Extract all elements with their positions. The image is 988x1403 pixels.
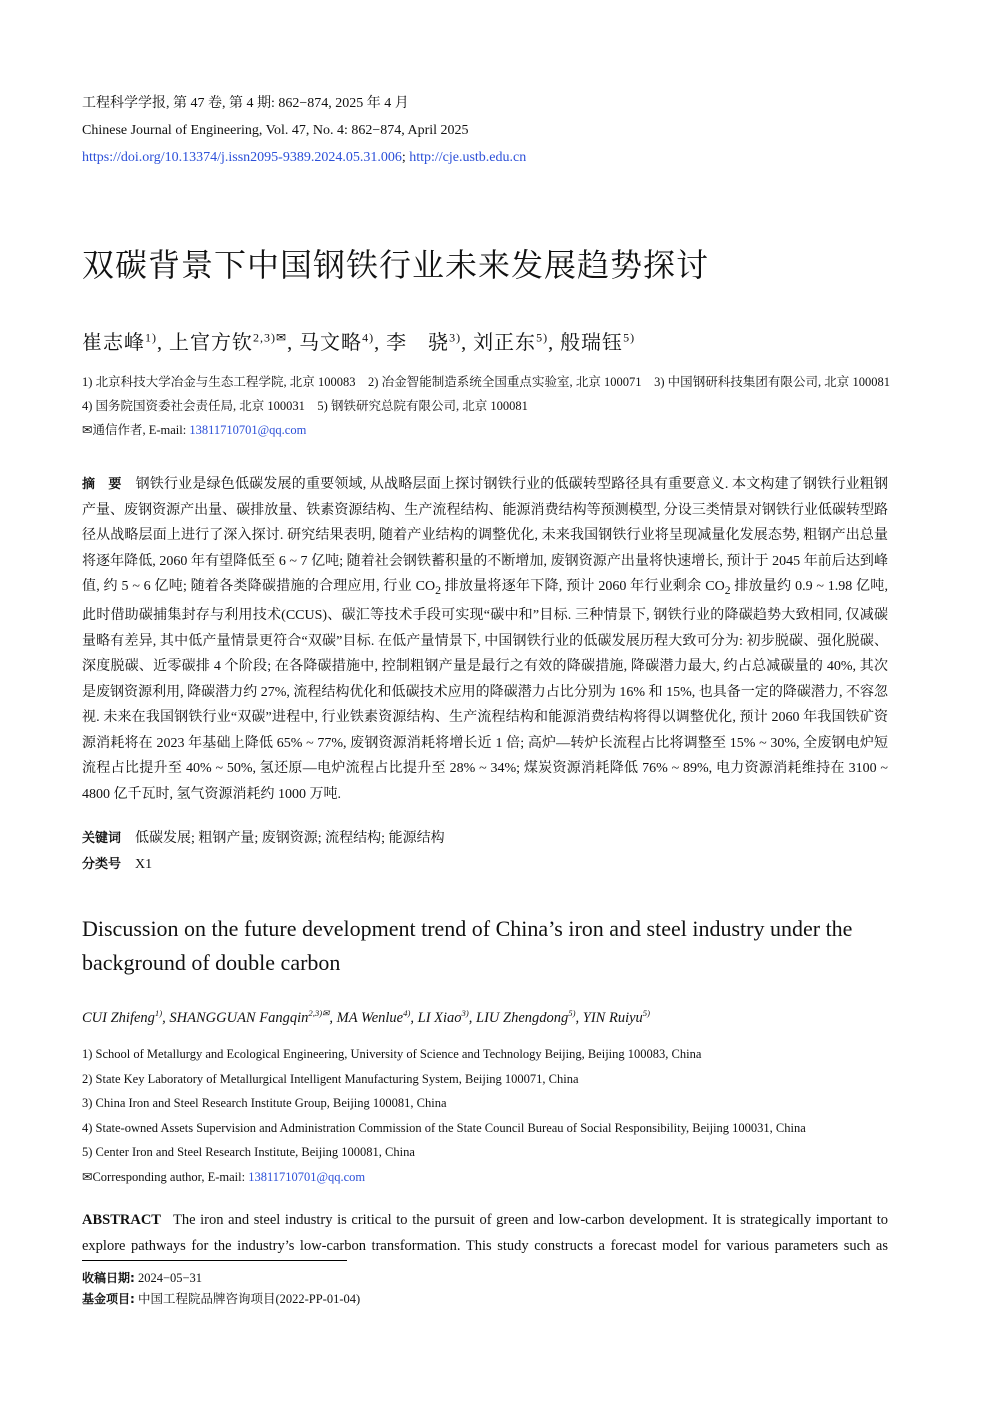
cn-abstract: 摘 要 钢铁行业是绿色低碳发展的重要领域, 从战略层面上探讨钢铁行业的低碳转型路径具有重要意义. 本文构建了钢铁行业粗钢产量、废钢资源产出量、碳排放量、铁素资源结构、生产流程结构、能源消费结构等预测模型, 分设三类情景对钢铁行业低碳转型路径从战略层面上进行了深入探讨. 研究结果表明, 随着产业结构的调整优化, 未来我国钢铁行业将呈现减量化发展态势, 粗钢产出总量将逐年降低, 2060 年有望降低至 6 ~ 7 亿吨; 随着社会钢铁蓄积量的不断增加, 废钢资源产出量将快速增长, 预计于 2045 年前后达到峰值, 约 5 ~ 6 亿吨; 随着各类降碳措施的合理应用, 行业 $CO_2$ 排放量将逐年下降, 预计 2060 年行业剩余 $CO_2$ 排放量约 0.9 ~ 1.98 亿吨, 此时借助碳捕集封存与利用技术(CCUS)、碳汇等技术手段可实现“碳中和”目标. 三种情景下, 钢铁行业的降碳趋势大致相同, 仅减碳量略有差异, 其中低产量情景更符合“双碳”目标. 在低产量情景下, 中国钢铁行业的低碳发展历程大致可分为: 初步脱碳、强化脱碳、深度脱碳、近零碳排 4 个阶段; 在各降碳措施中, 控制粗钢产量是最行之有效的降碳措施, 降碳潜力最大, 约占总减碳量的 40%, 其次是废钢资源利用, 降碳潜力约 27%, 流程结构优化和低碳技术应用的降碳潜力占比分别为 16% 和 15%, 也具备一定的降碳潜力, 不容忽视. 未来在我国钢铁行业“双碳”进程中, 行业铁素资源结构、生产流程结构和能源消费结构将得以调整优化, 预计 2060 年我国铁矿资源消耗将在 2023 年基础上降低 65% ~ 77%, 废钢资源消耗将增长近 1 倍; 高炉—转炉长流程占比将调整至 15% ~ 30%, 全废钢电炉短流程占比提升至 40% ~ 50%, 氢还原—电炉流程占比提升至 28% ~ 34%; 煤炭资源消耗降低 76% ~ 89%, 电力资源消耗维持在 3100 ~ 4800 亿千瓦时, 氢气资源消耗约 1000 万吨. [82, 477, 889, 802]
author: 上官方钦$^{2,3)✉}$ [169, 330, 288, 354]
author: 般瑞钰$^{5)}$ [560, 330, 636, 354]
affiliation: 1) School of Metallurgy and Ecological Engineering, University of Science and Technology Beijing, Beijing 100083, China [82, 1047, 702, 1061]
separator: ; [401, 150, 410, 165]
class-value: X1 [135, 856, 153, 872]
affiliation: 4) State-owned Assets Supervision and Administration Commission of the State Council Bureau of Social Responsibility, Beijing 100031, China [82, 1120, 806, 1135]
cn-authors: 崔志峰$^{1)}$, 上官方钦$^{2,3)✉}$, 马文略$^{4)}$, 李 骁$^{3)}$, 刘正东$^{5)}$, 般瑞钰$^{5)}$ [82, 330, 636, 354]
citation-header [82, 90, 526, 171]
email-link[interactable]: 13811710701@qq.com [248, 1169, 366, 1184]
affiliation: 3) China Iron and Steel Research Institute Group, Beijing 100081, China [82, 1096, 447, 1110]
cn-affiliations [82, 370, 903, 442]
email-link[interactable]: 13811710701@qq.com [189, 423, 307, 437]
class-label: 分类号 [82, 856, 122, 872]
en-affiliations [82, 1042, 806, 1189]
author: 马文略$^{4)}$ [299, 330, 375, 354]
en-abstract: ABSTRACT The iron and steel industry is critical to the pursuit of green and low-carbon development. It is strategically important to explore pathways for the industry’s low-carbon transformation. This study constructs a forecast model for various parameters such as [82, 1212, 888, 1254]
footnote: 收稿日期: 2024−05−31 基金项目: 中国工程院品牌咨询项目(2022-PP-01-04) [82, 1271, 361, 1306]
affiliation-text: 1) 北京科技大学冶金与生态工程学院, 北京 100083 2) 冶金智能制造系统全国重点实验室, 北京 100071 3) 中国钢研科技集团有限公司, 北京 100081 4) 国务院国资委社会责任局, 北京 100031 5) 钢铁研究总院有限公司, 北京 100081 [82, 375, 903, 413]
corresponding-label: ✉通信作者, E-mail: [82, 423, 190, 437]
abstract-label: 摘 要 [82, 477, 122, 492]
corresponding-label: ✉Corresponding author, E-mail: [82, 1169, 249, 1184]
en-authors: CUI Zhifeng$^{1)}$, SHANGGUAN Fangqin$^{2,3)✉}$, MA Wenlue$^{4)}$, LI Xiao$^{3)}$, LIU Zhengdong$^{5)}$, YIN Ruiyu$^{5)}$ [82, 1008, 651, 1026]
abstract-label: ABSTRACT [82, 1212, 161, 1228]
author: 崔志峰$^{1)}$ [82, 330, 157, 354]
keywords: 低碳发展; 粗钢产量; 废钢资源; 流程结构; 能源结构 [135, 831, 445, 846]
affiliation: 5) Center Iron and Steel Research Institute, Beijing 100081, China [82, 1145, 415, 1159]
affiliation: 2) State Key Laboratory of Metallurgical Intelligent Manufacturing System, Beijing 100071, China [82, 1071, 579, 1086]
author: 刘正东$^{5)}$ [473, 330, 549, 354]
en-citation: Chinese Journal of Engineering, Vol. 47, No. 4: 862−874, April 2025 [82, 123, 469, 138]
footnote-rule [82, 1260, 347, 1261]
cn-title: 双碳背景下中国钢铁行业未来发展趋势探讨 [82, 246, 710, 284]
keywords-block [82, 826, 445, 877]
journal-url-link[interactable]: http://cje.ustb.edu.cn [409, 150, 527, 165]
doi-link[interactable]: https://doi.org/10.13374/j.issn2095-9389.2024.05.31.006 [82, 150, 402, 165]
en-title: Discussion on the future development trend of China’s iron and steel industry under the background of double carbon [82, 916, 853, 975]
cn-citation: 工程科学学报, 第 47 卷, 第 4 期: 862−874, 2025 年 4 月 [82, 96, 409, 111]
keywords-label: 关键词 [82, 831, 122, 846]
author: 李 骁$^{3)}$ [386, 330, 462, 354]
